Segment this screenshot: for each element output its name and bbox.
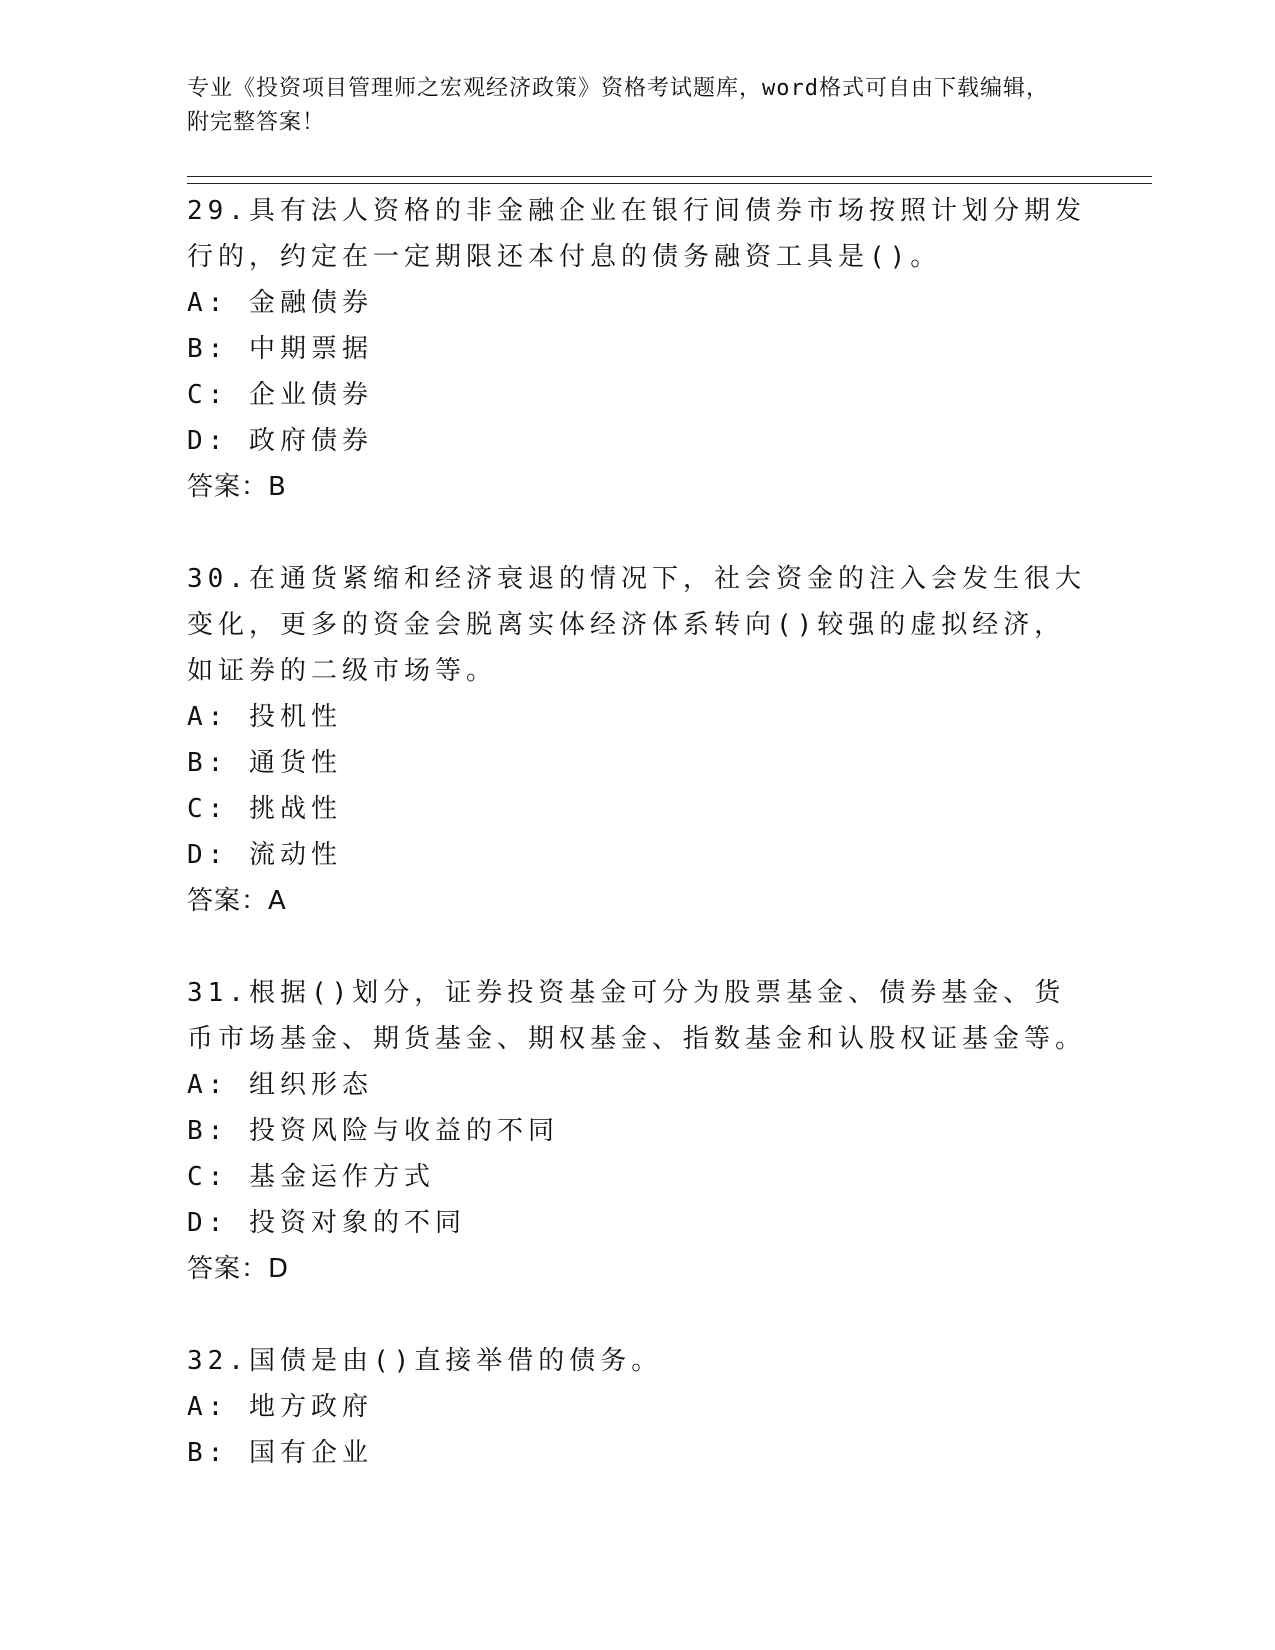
- option-a: A: 地方政府: [187, 1392, 373, 1422]
- question-stem: 29.具有法人资格的非金融企业在银行间债券市场按照计划分期发行的，约定在一定期限还本付息的债务融资工具是()。: [187, 196, 1086, 272]
- option-b: B: 中期票据: [187, 334, 373, 364]
- answer-line: 答案：D: [187, 1254, 290, 1284]
- header-divider-top: [187, 176, 1152, 177]
- option-b: B: 国有企业: [187, 1438, 373, 1468]
- option-d: D: 政府债券: [187, 426, 373, 456]
- option-d: D: 流动性: [187, 840, 342, 870]
- question-32: [187, 1338, 1087, 1476]
- question-stem: 32.国债是由()直接举借的债务。: [187, 1346, 663, 1376]
- question-29: [187, 188, 1087, 510]
- option-c: C: 挑战性: [187, 794, 342, 824]
- option-a: A: 投机性: [187, 702, 342, 732]
- option-b: B: 投资风险与收益的不同: [187, 1116, 559, 1146]
- answer-line: 答案：B: [187, 472, 287, 502]
- option-b: B: 通货性: [187, 748, 342, 778]
- question-31: [187, 970, 1087, 1292]
- option-a: A: 金融债券: [187, 288, 373, 318]
- option-d: D: 投资对象的不同: [187, 1208, 466, 1238]
- question-30: [187, 556, 1087, 924]
- question-stem: 31.根据()划分，证券投资基金可分为股票基金、债券基金、货币市场基金、期货基金、期权基金、指数基金和认股权证基金等。: [187, 978, 1087, 1054]
- question-stem: 30.在通货紧缩和经济衰退的情况下，社会资金的注入会发生很大变化，更多的资金会脱离实体经济体系转向()较强的虚拟经济，如证券的二级市场等。: [187, 564, 1086, 686]
- option-a: A: 组织形态: [187, 1070, 373, 1100]
- answer-line: 答案：A: [187, 886, 287, 916]
- document-header: 专业《投资项目管理师之宏观经济政策》资格考试题库，word格式可自由下载编辑，附完整答案！: [187, 76, 1049, 135]
- option-c: C: 企业债券: [187, 380, 373, 410]
- option-c: C: 基金运作方式: [187, 1162, 435, 1192]
- question-list: [187, 188, 1087, 1522]
- header-divider-bottom: [187, 183, 1152, 184]
